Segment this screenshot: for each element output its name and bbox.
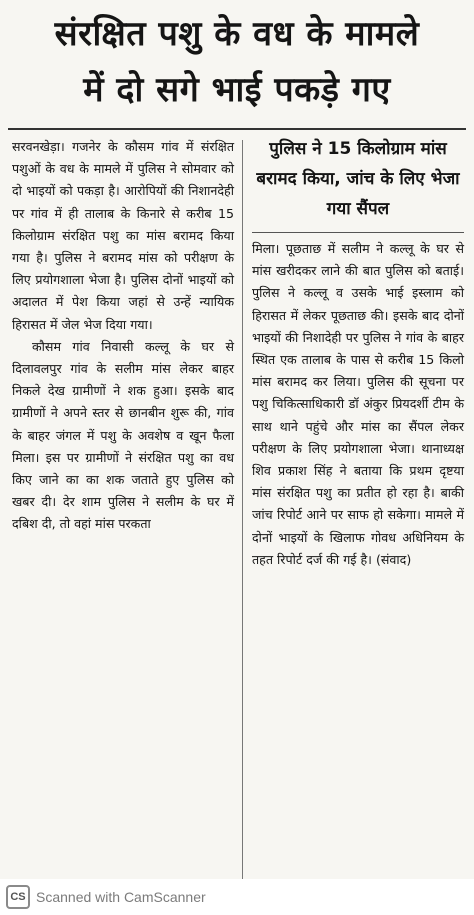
scanner-watermark — [0, 879, 474, 915]
left-paragraph-1: सरवनखेड़ा। गजनेर के कौसम गांव में संरक्षित पशुओं के वध के मामले में पुलिस ने सोमवार को दो भाइयों को पकड़ा है। आरोपियों की निशानदेही पर गांव में ही तालाब के किनारे से करीब 15 किलोग्राम संरक्षित पशु का मांस बरामद किया गया है। पुलिस ने बरामद मांस को परीक्षण के लिए प्रयोगशाला भेजा है। पुलिस दोनों भाइयों को अदालत में पेश किया जहां से उन्हें न्यायिक हिरासत में जेल भेज दिया गया। — [12, 139, 234, 332]
column-divider — [242, 140, 243, 880]
article-headline — [6, 6, 468, 118]
subheadline-divider — [252, 232, 464, 233]
scanner-text: Scanned with CamScanner — [36, 889, 206, 905]
left-paragraph-2: कौसम गांव निवासी कल्लू के घर से दिलावलपुर गांव के सलीम मांस लेकर बाहर निकले देख ग्रामीणों ने शक हुआ। इसके बाद ग्रामीणों ने अपने स्तर से छानबीन शुरू की, गांव के बाहर जंगल में पशु के अवशेष व खून फैला मिला। इस पर ग्रामीणों ने संरक्षित पशु का वध किए जाने का का शक जताते हुए पुलिस को खबर दी। देर शाम पुलिस ने सलीम के घर में दबिश दी, तो वहां मांस परकता — [12, 338, 234, 532]
right-paragraph-1: मिला। पूछताछ में सलीम ने कल्लू के घर से मांस खरीदकर लाने की बात पुलिस को बताई। पुलिस ने कल्लू व उसके भाई इस्लाम को हिरासत में लेकर पूछताछ की। इसके बाद दोनों भाइयों की निशादेही पर पुलिस ने गांव के बाहर स्थित एक तालाब के पास से करीब 15 किलो मांस बरामद कर लिया। पुलिस की सूचना पर पशु चिकित्साधिकारी डॉ अंकुर प्रियदर्शी टीम के साथ थाने पहुंचे और मांस का सैंपल लेकर परीक्षण के लिए प्रयोगशाला भेजा। थानाध्यक्ष शिव प्रकाश सिंह ने बताया कि प्रथम दृष्टया मांस संरक्षित पशु का प्रतीत हो रहा है। बाकी जांच रिपोर्ट आने पर साफ हो सकेगा। मामले में दोनों भाइयों के खिलाफ गोवध अधिनियम के तहत रिपोर्ट दर्ज की गई है। (संवाद) — [252, 241, 464, 567]
headline-line-2: में दो सगे भाई पकड़े गए — [83, 70, 391, 110]
camscanner-logo-icon: CS — [6, 885, 30, 909]
left-column — [12, 136, 234, 536]
headline-line-1: संरक्षित पशु के वध के मामले — [54, 14, 420, 54]
headline-divider — [8, 128, 466, 130]
subheadline: पुलिस ने 15 किलोग्राम मांस बरामद किया, जांच के लिए भेजा गया सैंपल — [256, 139, 460, 219]
right-column — [252, 238, 464, 571]
